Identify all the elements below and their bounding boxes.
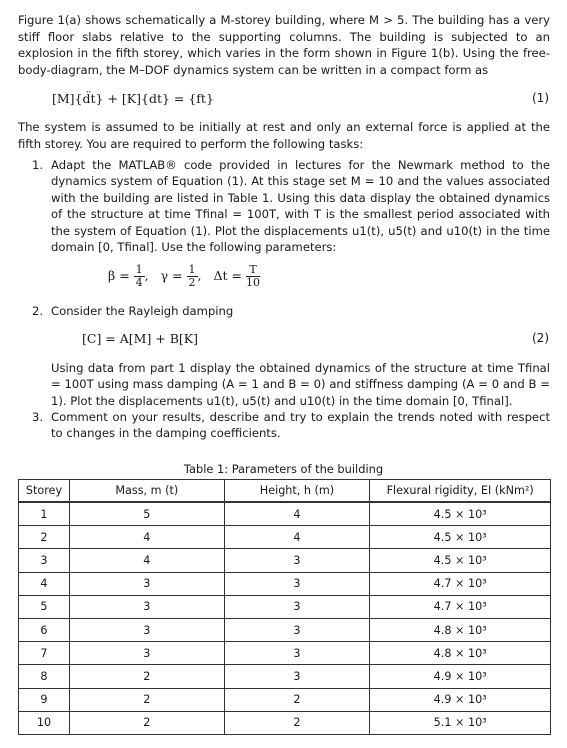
cell-storey: 9 <box>19 688 70 711</box>
cell-height: 2 <box>224 688 370 711</box>
beta-lhs: β = <box>108 268 130 283</box>
dt-numerator: T <box>246 264 260 277</box>
table-header-row <box>19 480 551 503</box>
table-row <box>19 502 551 526</box>
building-parameters-table <box>18 479 551 735</box>
task-1 <box>32 157 550 255</box>
cell-rigidity: 4.9 × 10³ <box>370 665 551 688</box>
cell-rigidity: 4.5 × 10³ <box>370 502 551 526</box>
table-row <box>19 688 551 711</box>
gamma-fraction <box>187 264 198 289</box>
cell-mass: 3 <box>69 618 224 641</box>
dt-fraction <box>246 264 260 289</box>
cell-mass: 3 <box>69 642 224 665</box>
cell-rigidity: 4.7 × 10³ <box>370 572 551 595</box>
equation-2: [C] = A[M] + B[K] <box>82 331 199 346</box>
cell-mass: 2 <box>69 711 224 734</box>
task-2-continued <box>32 360 550 409</box>
header-storey: Storey <box>19 480 70 503</box>
table-row <box>19 549 551 572</box>
cell-height: 3 <box>224 572 370 595</box>
task-2-text: Consider the Rayleigh damping <box>51 304 234 318</box>
equation-2-number: (2) <box>532 331 549 345</box>
task-3-text: Comment on your results, describe and try to explain the trends noted with respect to changes in the damping coefficients. <box>51 410 550 441</box>
task-1-text: Adapt the MATLAB® code provided in lectures for the Newmark method to the dynamics system of Equation (1). At this stage set M = 10 and the values associated with the building are listed in Table 1. Using this data display the obtained dynamics of the structure at time Tfinal = 100T, with T is the smallest period associated with the system of Equation (1). Plot the displacements u1(t), u5(t) and u10(t) in the time domain [0, Tfinal]. Use the following parameters: <box>51 158 550 255</box>
cell-storey: 10 <box>19 711 70 734</box>
header-flexural-rigidity: Flexural rigidity, EI (kNm²) <box>370 480 551 503</box>
cell-height: 3 <box>224 549 370 572</box>
task-2 <box>32 303 550 319</box>
dt-param <box>214 264 260 289</box>
equation-1-number: (1) <box>532 91 549 105</box>
cell-storey: 1 <box>19 502 70 526</box>
beta-denominator: 4 <box>135 276 143 289</box>
cell-rigidity: 4.7 × 10³ <box>370 595 551 618</box>
cell-height: 4 <box>224 526 370 549</box>
cell-height: 3 <box>224 618 370 641</box>
cell-rigidity: 5.1 × 10³ <box>370 711 551 734</box>
gamma-param: γ = $\frac{1}{2}$ , <box>160 263 202 289</box>
table-row <box>19 572 551 595</box>
cell-mass: 4 <box>69 549 224 572</box>
task-1-number: 1. <box>32 158 44 172</box>
dt-denominator: 10 <box>246 276 260 289</box>
cell-mass: 2 <box>69 688 224 711</box>
task-2-number: 2. <box>32 304 44 318</box>
cell-height: 2 <box>224 711 370 734</box>
table-row <box>19 526 551 549</box>
newmark-parameters <box>108 264 268 289</box>
table-row <box>19 595 551 618</box>
header-height: Height, h (m) <box>224 480 370 503</box>
assumption-paragraph: The system is assumed to be initially at rest and only an external force is applied at the fifth storey. You are required to perform the following tasks: <box>18 120 550 151</box>
beta-param: β = $\frac{1}{4}$ , <box>108 263 149 289</box>
cell-storey: 7 <box>19 642 70 665</box>
cell-storey: 4 <box>19 572 70 595</box>
dt-lhs: Δt = <box>213 268 243 283</box>
table-row <box>19 642 551 665</box>
cell-rigidity: 4.8 × 10³ <box>370 618 551 641</box>
beta-fraction <box>134 264 145 289</box>
cell-storey: 8 <box>19 665 70 688</box>
table-caption: Table 1: Parameters of the building <box>183 462 384 476</box>
cell-mass: 2 <box>69 665 224 688</box>
cell-height: 3 <box>224 595 370 618</box>
cell-height: 3 <box>224 665 370 688</box>
cell-rigidity: 4.8 × 10³ <box>370 642 551 665</box>
cell-rigidity: 4.5 × 10³ <box>370 549 551 572</box>
task-3 <box>32 409 550 442</box>
cell-rigidity: 4.5 × 10³ <box>370 526 551 549</box>
task-2-continued-text: Using data from part 1 display the obtained dynamics of the structure at time Tfinal = 100T using mass damping (A = 1 and B = 0) and stiffness damping (A = 0 and B = 1). Plot the displacements u1(t), u5(t) and u10(t) in the time domain [0, Tfinal]. <box>51 361 550 408</box>
cell-mass: 3 <box>69 572 224 595</box>
gamma-denominator: 2 <box>188 276 196 289</box>
gamma-lhs: γ = <box>160 268 183 283</box>
equation-1: [M]{d̈t} + [K]{dt} = {ft} <box>52 91 214 106</box>
cell-storey: 5 <box>19 595 70 618</box>
gamma-numerator: 1 <box>188 263 196 276</box>
cell-storey: 6 <box>19 618 70 641</box>
cell-mass: 4 <box>69 526 224 549</box>
table-row <box>19 618 551 641</box>
cell-height: 4 <box>224 502 370 526</box>
cell-height: 3 <box>224 642 370 665</box>
cell-mass: 3 <box>69 595 224 618</box>
beta-numerator: 1 <box>135 263 143 276</box>
cell-storey: 2 <box>19 526 70 549</box>
cell-mass: 5 <box>69 502 224 526</box>
table-row <box>19 665 551 688</box>
intro-paragraph: Figure 1(a) shows schematically a M-storey building, where M > 5. The building has a very stiff floor slabs relative to the supporting columns. The building is subjected to an explosion in the fifth storey, which varies in the form shown in Figure 1(b). Using the free-body-diagram, the M–DOF dynamics system can be written in a compact form as <box>18 13 550 77</box>
table-row <box>19 711 551 734</box>
cell-rigidity: 4.9 × 10³ <box>370 688 551 711</box>
task-3-number: 3. <box>32 410 44 424</box>
cell-storey: 3 <box>19 549 70 572</box>
header-mass: Mass, m (t) <box>69 480 224 503</box>
